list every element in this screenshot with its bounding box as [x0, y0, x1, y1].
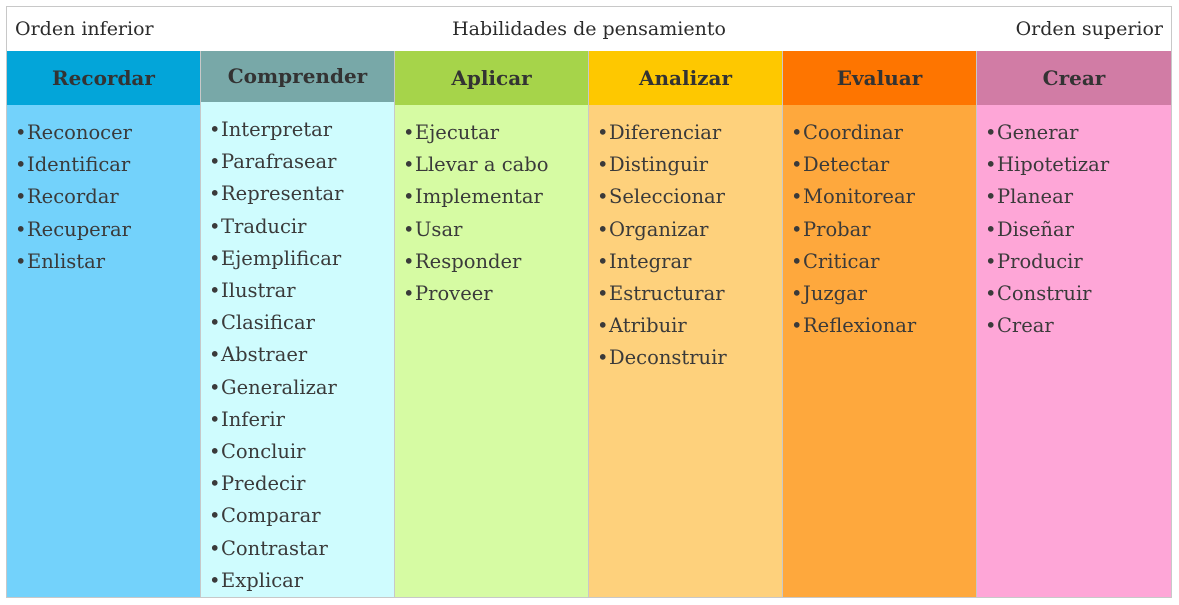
list-item: [985, 246, 1171, 278]
list-item-label: Generalizar: [221, 375, 337, 399]
list-item: [209, 307, 394, 339]
bullet-icon: •: [403, 153, 415, 177]
list-item: [985, 310, 1171, 342]
bullet-icon: •: [403, 282, 415, 306]
list-item: [985, 214, 1171, 246]
list-item-label: Explicar: [221, 568, 304, 592]
bullet-icon: •: [15, 185, 27, 209]
list-item: [209, 211, 394, 243]
bullet-icon: •: [403, 217, 415, 241]
column-evaluar: [783, 51, 977, 597]
list-item-label: Contrastar: [221, 536, 328, 560]
list-item-label: Interpretar: [221, 117, 333, 141]
list-item-label: Comparar: [221, 504, 321, 528]
list-item: [597, 181, 782, 213]
list-item: [985, 117, 1171, 149]
list-item-label: Atribuir: [609, 314, 687, 338]
list-item-label: Monitorear: [803, 185, 915, 209]
list-item-label: Deconstruir: [609, 346, 727, 370]
list-item: [403, 117, 588, 149]
bullet-icon: •: [597, 217, 609, 241]
list-item: [209, 436, 394, 468]
list-item-label: Ilustrar: [221, 278, 296, 302]
list-item-label: Coordinar: [803, 121, 903, 144]
list-item: [209, 468, 394, 500]
column-header: Crear: [977, 51, 1171, 105]
bullet-icon: •: [209, 568, 221, 592]
bullet-icon: •: [209, 246, 221, 270]
list-item-label: Usar: [415, 217, 463, 241]
bullet-icon: •: [597, 346, 609, 370]
list-item: [985, 149, 1171, 181]
list-item: [209, 404, 394, 436]
thinking-skills-title: Habilidades de pensamiento: [452, 18, 726, 40]
list-item: [597, 310, 782, 342]
bullet-icon: •: [403, 185, 415, 209]
list-item: [791, 278, 976, 310]
column-recordar: [7, 51, 201, 597]
list-item: [209, 243, 394, 275]
list-item: [403, 214, 588, 246]
list-item: [15, 181, 200, 213]
list-item: [15, 117, 200, 149]
list-item-label: Parafrasear: [221, 150, 337, 174]
list-item-label: Crear: [997, 314, 1054, 338]
bullet-icon: •: [985, 249, 997, 273]
list-item-label: Generar: [997, 121, 1079, 144]
column-crear: [977, 51, 1171, 597]
column-body: [589, 105, 782, 597]
bullet-icon: •: [209, 472, 221, 496]
bullet-icon: •: [791, 282, 803, 306]
list-item: [209, 339, 394, 371]
bullet-icon: •: [791, 217, 803, 241]
column-header: Analizar: [589, 51, 782, 105]
list-item-label: Traducir: [221, 214, 307, 238]
column-body: [7, 105, 200, 597]
columns: [7, 51, 1171, 597]
bullet-icon: •: [985, 314, 997, 338]
list-item: [15, 214, 200, 246]
header-row: [7, 7, 1171, 51]
list-item-label: Juzgar: [803, 282, 868, 306]
taxonomy-table: [6, 6, 1172, 598]
list-item-label: Reconocer: [27, 121, 132, 144]
bullet-icon: •: [597, 185, 609, 209]
list-item-label: Recuperar: [27, 217, 131, 241]
bullet-icon: •: [597, 314, 609, 338]
bullet-icon: •: [791, 185, 803, 209]
list-item-label: Ejemplificar: [221, 246, 342, 270]
list-item-label: Probar: [803, 217, 871, 241]
list-item: [597, 214, 782, 246]
list-item-label: Estructurar: [609, 282, 725, 306]
bullet-icon: •: [209, 536, 221, 560]
bullet-icon: •: [15, 153, 27, 177]
list-item-label: Detectar: [803, 153, 890, 177]
list-item: [403, 181, 588, 213]
bullet-icon: •: [403, 249, 415, 273]
bullet-icon: •: [209, 214, 221, 238]
list-item-label: Diseñar: [997, 217, 1074, 241]
list-item-label: Diferenciar: [609, 121, 722, 144]
list-item-label: Reflexionar: [803, 314, 917, 338]
list-item: [597, 246, 782, 278]
bullet-icon: •: [985, 121, 997, 144]
list-item: [791, 246, 976, 278]
list-item: [597, 342, 782, 374]
list-item-label: Ejecutar: [415, 121, 500, 144]
list-item: [597, 149, 782, 181]
bullet-icon: •: [209, 278, 221, 302]
bullet-icon: •: [597, 121, 609, 144]
bullet-icon: •: [209, 182, 221, 206]
bullet-icon: •: [985, 185, 997, 209]
bullet-icon: •: [791, 249, 803, 273]
bullet-icon: •: [209, 343, 221, 367]
list-item: [597, 117, 782, 149]
list-item-label: Planear: [997, 185, 1074, 209]
list-item: [15, 149, 200, 181]
bullet-icon: •: [209, 311, 221, 335]
column-header: Aplicar: [395, 51, 588, 105]
list-item: [209, 275, 394, 307]
bullet-icon: •: [15, 121, 27, 144]
bullet-icon: •: [209, 375, 221, 399]
list-item: [985, 278, 1171, 310]
list-item-label: Implementar: [415, 185, 543, 209]
bullet-icon: •: [209, 150, 221, 174]
list-item: [791, 214, 976, 246]
column-body: [201, 102, 394, 597]
list-item-label: Predecir: [221, 472, 306, 496]
list-item-label: Organizar: [609, 217, 709, 241]
bullet-icon: •: [597, 282, 609, 306]
list-item: [403, 278, 588, 310]
bullet-icon: •: [209, 504, 221, 528]
list-item: [209, 114, 394, 146]
list-item: [985, 181, 1171, 213]
bullet-icon: •: [15, 217, 27, 241]
list-item: [209, 178, 394, 210]
list-item-label: Inferir: [221, 407, 285, 431]
list-item: [15, 246, 200, 278]
list-item-label: Criticar: [803, 249, 880, 273]
list-item-label: Recordar: [27, 185, 119, 209]
list-item-label: Proveer: [415, 282, 493, 306]
column-header: Evaluar: [783, 51, 976, 105]
list-item-label: Responder: [415, 249, 522, 273]
list-item-label: Producir: [997, 249, 1083, 273]
list-item-label: Representar: [221, 182, 344, 206]
column-comprender: [201, 51, 395, 597]
list-item-label: Distinguir: [609, 153, 709, 177]
list-item-label: Llevar a cabo: [415, 153, 549, 177]
list-item-label: Enlistar: [27, 249, 106, 273]
bullet-icon: •: [209, 439, 221, 463]
list-item: [209, 565, 394, 597]
list-item-label: Construir: [997, 282, 1092, 306]
column-header: Recordar: [7, 51, 200, 105]
lower-order-label: Orden inferior: [15, 18, 154, 40]
column-body: [977, 105, 1171, 597]
list-item: [791, 310, 976, 342]
bullet-icon: •: [209, 407, 221, 431]
bullet-icon: •: [791, 314, 803, 338]
list-item: [209, 372, 394, 404]
list-item-label: Seleccionar: [609, 185, 726, 209]
list-item: [209, 533, 394, 565]
bullet-icon: •: [791, 153, 803, 177]
list-item: [791, 181, 976, 213]
list-item: [791, 117, 976, 149]
list-item-label: Hipotetizar: [997, 153, 1110, 177]
bullet-icon: •: [985, 282, 997, 306]
bullet-icon: •: [985, 153, 997, 177]
list-item-label: Abstraer: [221, 343, 308, 367]
list-item-label: Integrar: [609, 249, 692, 273]
bullet-icon: •: [209, 117, 221, 141]
bullet-icon: •: [791, 121, 803, 144]
list-item-label: Concluir: [221, 439, 306, 463]
column-header: Comprender: [201, 51, 394, 102]
list-item: [209, 146, 394, 178]
list-item-label: Identificar: [27, 153, 131, 177]
higher-order-label: Orden superior: [1015, 18, 1163, 40]
list-item: [403, 149, 588, 181]
list-item: [403, 246, 588, 278]
column-body: [783, 105, 976, 597]
column-body: [395, 105, 588, 597]
column-aplicar: [395, 51, 589, 597]
bullet-icon: •: [403, 121, 415, 144]
bullet-icon: •: [985, 217, 997, 241]
bullet-icon: •: [597, 153, 609, 177]
list-item-label: Clasificar: [221, 311, 315, 335]
bullet-icon: •: [597, 249, 609, 273]
column-analizar: [589, 51, 783, 597]
bullet-icon: •: [15, 249, 27, 273]
list-item: [597, 278, 782, 310]
list-item: [791, 149, 976, 181]
list-item: [209, 500, 394, 532]
